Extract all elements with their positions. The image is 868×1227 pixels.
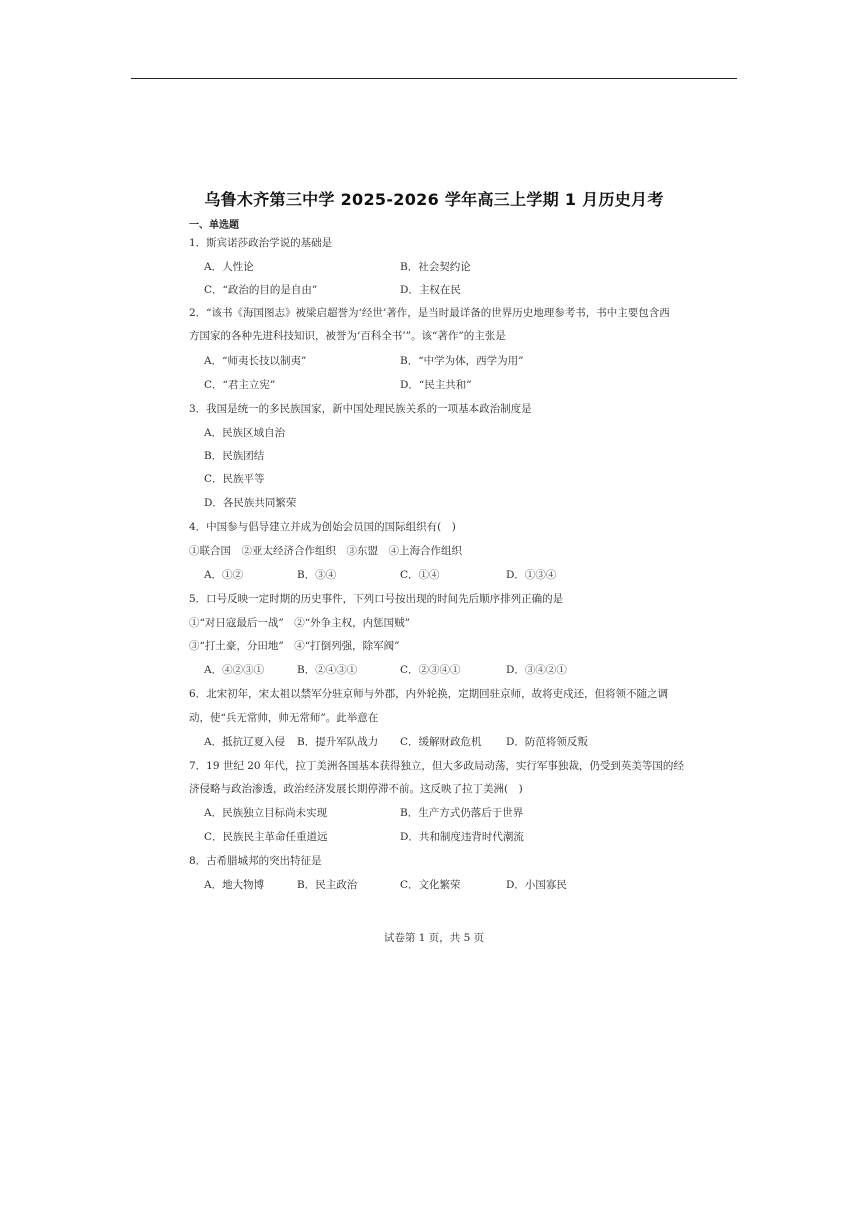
option-b: B．“中学为体，西学为用” — [400, 355, 524, 367]
option-b: B．民主政治 — [297, 879, 358, 891]
question-stem: 5．口号反映一定时期的历史事件，下列口号按出现的时间先后顺序排列正确的是 — [189, 593, 564, 605]
option-d: D．“民主共和” — [400, 379, 472, 391]
option-c: C．①④ — [400, 569, 440, 581]
option-b: B．提升军队战力 — [297, 736, 379, 748]
option-c: C．“君主立宪” — [204, 379, 276, 391]
option-d: D．③④②① — [506, 664, 567, 676]
question-statements: ①“对日寇最后一战” ②“外争主权，内惩国贼” — [189, 617, 410, 629]
option-b: B．②④③① — [297, 664, 358, 676]
question-stem: 3．我国是统一的多民族国家，新中国处理民族关系的一项基本政治制度是 — [189, 403, 532, 415]
option-b: B．生产方式仍落后于世界 — [400, 807, 524, 819]
option-c: C．“政治的目的是自由” — [204, 284, 318, 296]
header-rule — [131, 78, 737, 79]
question-statements: ③“打土豪，分田地” ④“打倒列强，除军阀” — [189, 640, 400, 652]
option-c: C．缓解财政危机 — [400, 736, 482, 748]
option-d: D．共和制度违背时代潮流 — [400, 831, 524, 843]
option-d: D．防范将领反叛 — [506, 736, 588, 748]
option-b: B．民族团结 — [204, 450, 265, 462]
section-heading: 一、单选题 — [189, 220, 239, 231]
option-a: A．民族独立目标尚未实现 — [204, 807, 328, 819]
page-footer: 试卷第 1 页，共 5 页 — [383, 932, 485, 944]
option-d: D．①③④ — [506, 569, 557, 581]
question-stem: 1．斯宾诺莎政治学说的基础是 — [189, 237, 333, 249]
option-a: A．人性论 — [204, 261, 254, 273]
option-a: A．④②③① — [204, 664, 265, 676]
question-stem: 8．古希腊城邦的突出特征是 — [189, 855, 322, 867]
option-d: D．主权在民 — [400, 284, 461, 296]
question-stem-continued: 动，使“兵无常帅，帅无常师”。此举意在 — [189, 712, 379, 724]
question-stem-continued: 济侵略与政治渗透，政治经济发展长期停滞不前。这反映了拉丁美洲( ) — [189, 783, 523, 795]
question-statements: ①联合国 ②亚太经济合作组织 ③东盟 ④上海合作组织 — [189, 545, 462, 557]
option-d: D．各民族共同繁荣 — [204, 497, 297, 509]
question-stem: 2．“该书《海国图志》被梁启超誉为‘经世’著作，是当时最详备的世界历史地理参考书，书中主要包含西 — [189, 307, 670, 319]
option-b: B．③④ — [297, 569, 337, 581]
question-stem-continued: 方国家的各种先进科技知识，被誉为‘百科全书’”。该“著作”的主张是 — [189, 330, 506, 342]
option-c: C．文化繁荣 — [400, 879, 461, 891]
exam-title: 乌鲁木齐第三中学 2025-2026 学年高三上学期 1 月历史月考 — [204, 190, 664, 209]
option-d: D．小国寡民 — [506, 879, 567, 891]
option-c: C．民族民主革命任重道远 — [204, 831, 328, 843]
option-a: A．“师夷长技以制夷” — [204, 355, 307, 367]
question-stem: 4．中国参与倡导建立并成为创始会员国的国际组织有( ) — [189, 521, 456, 533]
option-b: B．社会契约论 — [400, 261, 471, 273]
option-a: A．抵抗辽夏入侵 — [204, 736, 286, 748]
option-a: A．民族区域自治 — [204, 427, 286, 439]
question-stem: 7．19 世纪 20 年代，拉丁美洲各国基本获得独立，但大多政局动荡，实行军事独裁，仍受到英美等国的经 — [189, 760, 684, 772]
question-stem: 6．北宋初年，宋太祖以禁军分驻京师与外郡，内外轮换，定期回驻京师，故将吏戍还，但将领不随之调 — [189, 688, 669, 700]
option-a: A．地大物博 — [204, 879, 265, 891]
option-c: C．民族平等 — [204, 473, 265, 485]
option-a: A．①② — [204, 569, 244, 581]
option-c: C．②③④① — [400, 664, 461, 676]
